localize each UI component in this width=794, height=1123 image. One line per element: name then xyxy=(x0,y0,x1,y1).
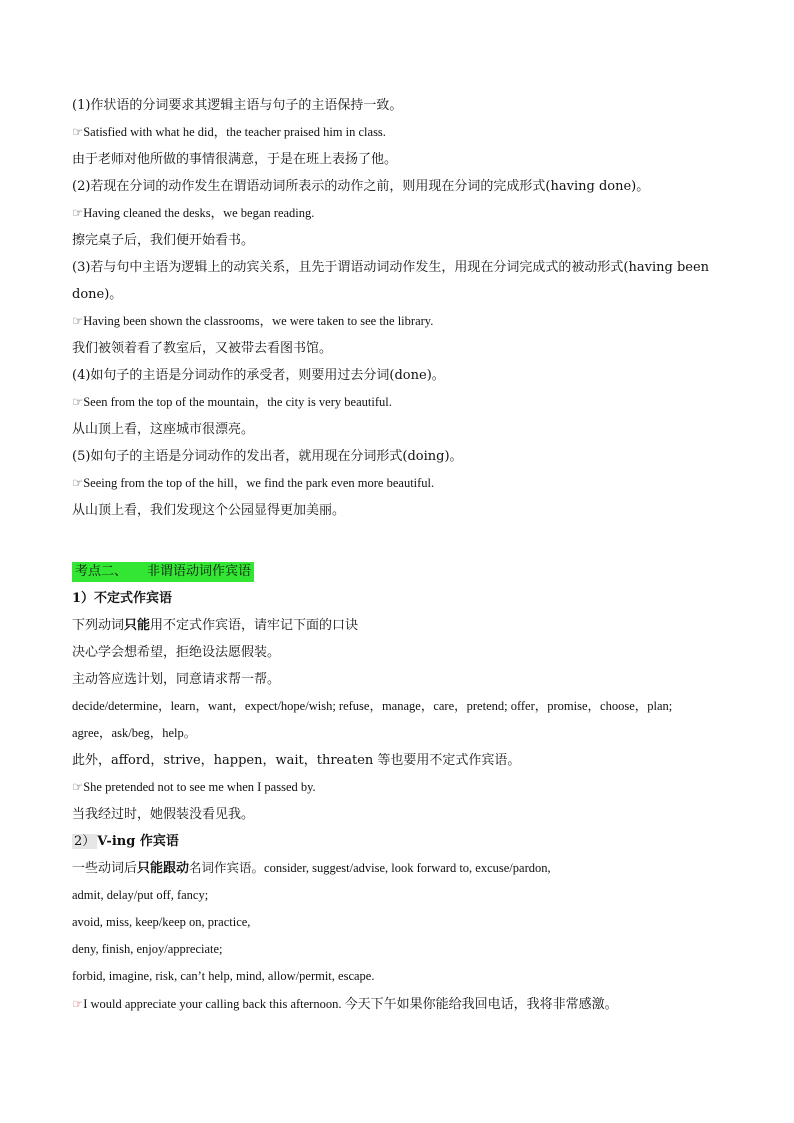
rule-4: (4)如句子的主语是分词动作的承受者，则要用过去分词(done)。 xyxy=(72,368,445,383)
translation-1: 由于老师对他所做的事情很满意，于是在班上表扬了他。 xyxy=(72,152,398,167)
infinitive-intro: 下列动词只能用不定式作宾语，请牢记下面的口诀 xyxy=(72,618,359,633)
gerund-verbs-4: forbid, imagine, risk, can’t help, mind, allow/permit, escape. xyxy=(72,969,375,983)
pointing-hand-icon: ☞ xyxy=(72,206,84,220)
subsection-gerund-label: 2） V-ing 作宾语 xyxy=(74,834,179,849)
translation-4: 从山顶上看，这座城市很漂亮。 xyxy=(72,422,255,437)
verb-list-2: agree，ask/beg，help。 xyxy=(72,726,197,740)
gerund-verbs-1: admit, delay/put off, fancy; xyxy=(72,888,209,902)
pointing-hand-icon: ☞ xyxy=(72,314,84,328)
infinitive-translation: 当我经过时，她假装没看见我。 xyxy=(72,807,255,822)
translation-5: 从山顶上看，我们发现这个公园显得更加美丽。 xyxy=(72,503,346,518)
rule-5: (5)如句子的主语是分词动作的发出者，就用现在分词形式(doing)。 xyxy=(72,449,463,464)
rule-1: (1)作状语的分词要求其逻辑主语与句子的主语保持一致。 xyxy=(72,98,403,113)
infinitive-example: ☞She pretended not to see me when I passed by. xyxy=(72,780,316,794)
section-title: 非谓语动词作宾语 xyxy=(147,564,252,579)
example-3: ☞Having been shown the classrooms，we were taken to see the library. xyxy=(72,314,434,328)
rule-2: (2)若现在分词的动作发生在谓语动词所表示的动作之前，则用现在分词的完成形式(having done)。 xyxy=(72,179,650,194)
example-5: ☞Seeing from the top of the hill，we find the park even more beautiful. xyxy=(72,476,435,490)
pointing-hand-icon: ☞ xyxy=(72,125,84,139)
example-4: ☞Seen from the top of the mountain，the city is very beautiful. xyxy=(72,395,392,409)
gerund-verbs-3: deny, finish, enjoy/appreciate; xyxy=(72,942,223,956)
verb-list-1: decide/determine，learn，want，expect/hope/wish; refuse，manage，care，pretend; offer，promise，choose，plan; xyxy=(72,699,673,713)
pointing-hand-icon: ☞ xyxy=(72,476,84,490)
gerund-example: ☞I would appreciate your calling back this afternoon. 今天下午如果你能给我回电话，我将非常感激。 xyxy=(72,996,618,1011)
gerund-intro: 一些动词后只能跟动名词作宾语。consider, suggest/advise, look forward to, excuse/pardon, xyxy=(72,861,551,876)
section-number: 考点二、 xyxy=(75,564,128,579)
pointing-hand-icon: ☞ xyxy=(72,997,84,1011)
translation-2: 擦完桌子后，我们便开始看书。 xyxy=(72,233,255,248)
pointing-hand-icon: ☞ xyxy=(72,780,84,794)
gerund-verbs-2: avoid, miss, keep/keep on, practice, xyxy=(72,915,251,929)
example-1: ☞Satisfied with what he did，the teacher praised him in class. xyxy=(72,125,386,139)
rhyme-line-1: 决心学会想希望，拒绝设法愿假装。 xyxy=(72,645,281,660)
rhyme-line-2: 主动答应选计划，同意请求帮一帮。 xyxy=(72,672,281,687)
infinitive-also: 此外，afford，strive，happen，wait，threaten 等也要用不定式作宾语。 xyxy=(72,753,521,768)
gerund-translation: 今天下午如果你能给我回电话，我将非常感激。 xyxy=(344,996,618,1011)
rule-3: (3)若与句中主语为逻辑上的动宾关系，且先于谓语动词动作发生，用现在分词完成式的被动形式(having been done)。 xyxy=(72,260,710,302)
pointing-hand-icon: ☞ xyxy=(72,395,84,409)
example-2: ☞Having cleaned the desks，we began reading. xyxy=(72,206,315,220)
translation-3: 我们被领着看了教室后，又被带去看图书馆。 xyxy=(72,341,333,356)
document-page xyxy=(72,92,728,1018)
subsection-infinitive-label: 1）不定式作宾语 xyxy=(72,591,173,606)
section-heading xyxy=(72,556,728,585)
